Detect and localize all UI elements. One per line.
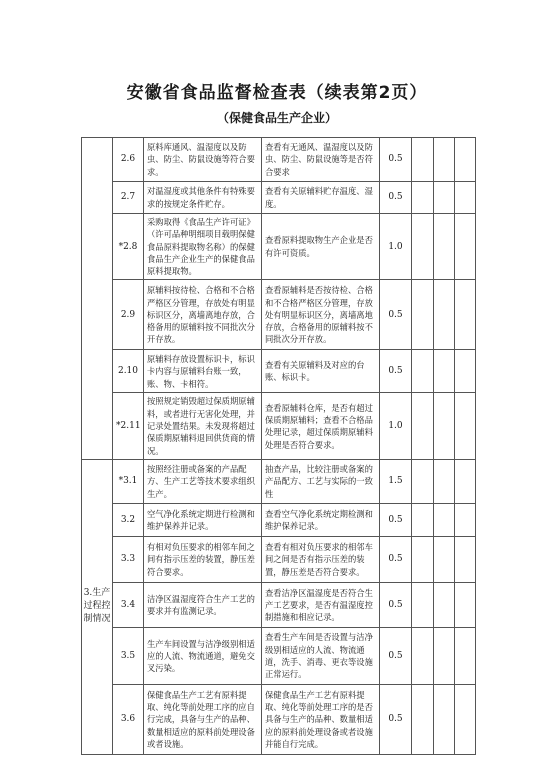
table-row (82, 536, 476, 582)
result-cell[interactable] (434, 627, 455, 684)
result-cell[interactable] (434, 214, 455, 280)
item-score: 0.5 (380, 627, 412, 684)
inspection-content: 按照经注册或备案的产品配方、生产工艺等技术要求组织生产。 (144, 459, 262, 503)
item-number: *2.11 (113, 393, 144, 459)
item-number: *2.8 (113, 214, 144, 280)
inspection-content: 空气净化系统定期进行检测和维护保养并记录。 (144, 503, 262, 536)
result-cell[interactable] (434, 182, 455, 214)
remark-cell[interactable] (455, 459, 476, 503)
inspection-content: 原料库通风、温湿度以及防虫、防尘、防鼠设施等符合要求。 (144, 138, 262, 182)
result-cell[interactable] (412, 459, 434, 503)
remark-cell[interactable] (455, 138, 476, 182)
item-number: 3.2 (113, 503, 144, 536)
result-cell[interactable] (412, 350, 434, 393)
remark-cell[interactable] (455, 582, 476, 627)
remark-cell[interactable] (455, 536, 476, 582)
inspection-content: 有相对负压要求的相邻车间之间有指示压差的装置，静压差符合要求。 (144, 536, 262, 582)
inspection-method: 查看有无通风、温湿度以及防虫、防尘、防鼠设施等是否符合要求 (262, 138, 380, 182)
item-number: 2.7 (113, 182, 144, 214)
table-row (82, 182, 476, 214)
item-number: 3.4 (113, 582, 144, 627)
result-cell[interactable] (412, 627, 434, 684)
page-subtitle: （保健食品生产企业） (216, 111, 337, 125)
result-cell[interactable] (412, 503, 434, 536)
result-cell[interactable] (434, 684, 455, 754)
inspection-content: 生产车间设置与洁净级别相适应的人流、物流通道，避免交叉污染。 (144, 627, 262, 684)
item-score: 0.5 (380, 280, 412, 350)
inspection-content: 按照规定销毁超过保质期原辅料，或者进行无害化处理，并记录处置结果。未发现将超过保质期原辅料退回供货商的情况。 (144, 393, 262, 459)
result-cell[interactable] (412, 582, 434, 627)
inspection-content: 对温湿度或其他条件有特殊要求的按规定条件贮存。 (144, 182, 262, 214)
inspection-method: 查看原辅料是否按待检、合格和不合格严格区分管理，存放处有明显标识区分，离墙离地存放，合格备用的原辅料按不同批次分开存放。 (262, 280, 380, 350)
inspection-content: 洁净区温湿度符合生产工艺的要求并有监测记录。 (144, 582, 262, 627)
result-cell[interactable] (434, 582, 455, 627)
table-row (82, 684, 476, 754)
result-cell[interactable] (412, 182, 434, 214)
inspection-method: 查看有关原辅料及对应的台账、标识卡。 (262, 350, 380, 393)
inspection-method: 查看原辅料仓库，是否有超过保质期原辅料；查看不合格品处理记录，超过保质期原辅料处理是否符合要求。 (262, 393, 380, 459)
inspection-content: 采购取得《食品生产许可证》（许可品种明细项目载明保健食品原料提取物名称）的保健食品生产企业生产的保健食品原料提取物。 (144, 214, 262, 280)
inspection-method: 查看洁净区温湿度是否符合生产工艺要求，是否有温湿度控制措施和相应记录。 (262, 582, 380, 627)
result-cell[interactable] (412, 536, 434, 582)
remark-cell[interactable] (455, 350, 476, 393)
item-score: 0.5 (380, 536, 412, 582)
result-cell[interactable] (434, 459, 455, 503)
inspection-method: 查看空气净化系统定期检测和维护保养记录。 (262, 503, 380, 536)
remark-cell[interactable] (455, 627, 476, 684)
item-score: 0.5 (380, 350, 412, 393)
result-cell[interactable] (434, 350, 455, 393)
table-row (82, 503, 476, 536)
item-score: 1.5 (380, 459, 412, 503)
item-number: 3.3 (113, 536, 144, 582)
table-row (82, 280, 476, 350)
inspection-content: 原辅料按待检、合格和不合格严格区分管理，存放处有明显标识区分，离墙离地存放，合格备用的原辅料按不同批次分开存放。 (144, 280, 262, 350)
item-score: 0.5 (380, 503, 412, 536)
item-number: *3.1 (113, 459, 144, 503)
item-number: 2.6 (113, 138, 144, 182)
remark-cell[interactable] (455, 684, 476, 754)
result-cell[interactable] (412, 280, 434, 350)
item-number: 2.10 (113, 350, 144, 393)
category-label: 3.生产过程控制情况 (82, 459, 113, 754)
remark-cell[interactable] (455, 393, 476, 459)
table-row (82, 214, 476, 280)
inspection-content: 保健食品生产工艺有原料提取、纯化等前处理工序的应自行完成，具备与生产的品种、数量相适应的原料前处理设备或者设施。 (144, 684, 262, 754)
result-cell[interactable] (412, 684, 434, 754)
item-number: 3.5 (113, 627, 144, 684)
remark-cell[interactable] (455, 182, 476, 214)
result-cell[interactable] (434, 393, 455, 459)
item-number: 3.6 (113, 684, 144, 754)
item-score: 0.5 (380, 182, 412, 214)
table-row (82, 459, 476, 503)
result-cell[interactable] (434, 503, 455, 536)
result-cell[interactable] (412, 393, 434, 459)
item-score: 0.5 (380, 138, 412, 182)
result-cell[interactable] (434, 280, 455, 350)
result-cell[interactable] (412, 214, 434, 280)
table-row (82, 138, 476, 182)
inspection-method: 查看有相对负压要求的相邻车间之间是否有指示压差的装置，静压差是否符合要求。 (262, 536, 380, 582)
page-title: 安徽省食品监督检查表（续表第2页） (126, 83, 428, 103)
inspection-method: 抽查产品，比较注册或备案的产品配方、工艺与实际的一致性 (262, 459, 380, 503)
item-number: 2.9 (113, 280, 144, 350)
inspection-method: 保健食品生产工艺有原料提取、纯化等前处理工序的是否具备与生产的品种、数量相适应的原料前处理设备或者设施并能自行完成。 (262, 684, 380, 754)
remark-cell[interactable] (455, 214, 476, 280)
result-cell[interactable] (434, 536, 455, 582)
inspection-method: 查看原料提取物生产企业是否有许可资质。 (262, 214, 380, 280)
result-cell[interactable] (434, 138, 455, 182)
remark-cell[interactable] (455, 503, 476, 536)
table-row (82, 393, 476, 459)
table-row (82, 582, 476, 627)
item-score: 1.0 (380, 393, 412, 459)
item-score: 1.0 (380, 214, 412, 280)
inspection-table (81, 137, 476, 755)
result-cell[interactable] (412, 138, 434, 182)
table-row (82, 627, 476, 684)
item-score: 0.5 (380, 684, 412, 754)
inspection-method: 查看生产车间是否设置与洁净级别相适应的人流、物流通道，洗手、消毒、更衣等设施正常运行。 (262, 627, 380, 684)
category-cell-empty (82, 138, 113, 460)
inspection-method: 查看有关原辅料贮存温度、湿度。 (262, 182, 380, 214)
item-score: 0.5 (380, 582, 412, 627)
remark-cell[interactable] (455, 280, 476, 350)
inspection-content: 原辅料存放设置标识卡，标识卡内容与原辅料台账一致，账、物、卡相符。 (144, 350, 262, 393)
table-row (82, 350, 476, 393)
